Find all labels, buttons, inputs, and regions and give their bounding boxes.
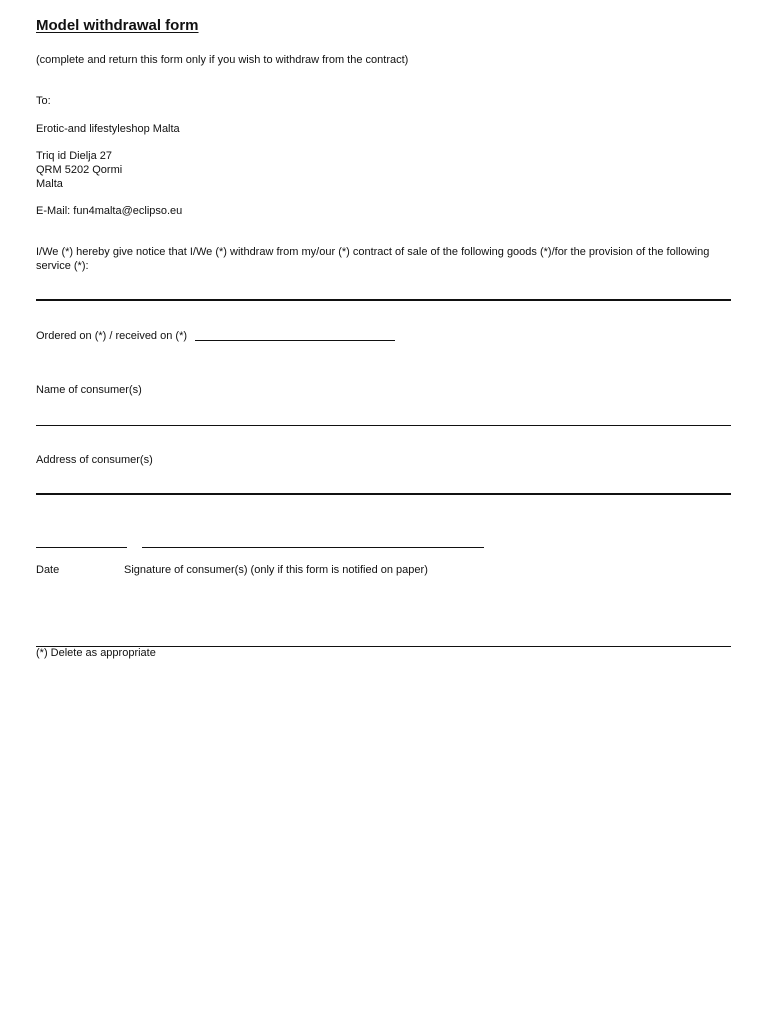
company-email: E-Mail: fun4malta@eclipso.eu [36,205,183,217]
date-entry-line[interactable] [36,547,127,548]
company-name: Erotic-and lifestyleshop Malta [36,123,180,135]
consumer-name-entry-line[interactable] [36,425,731,426]
footnote: (*) Delete as appropriate [36,647,156,659]
consumer-address-label: Address of consumer(s) [36,454,153,466]
form-subtitle: (complete and return this form only if you wish to withdraw from the contract) [36,54,409,66]
address-street: Triq id Dielja 27 [36,150,113,162]
to-label: To: [36,95,51,107]
date-label: Date [36,564,60,576]
signature-label: Signature of consumer(s) (only if this form is notified on paper) [124,564,428,576]
ordered-received-entry-line[interactable] [195,340,395,341]
signature-entry-line[interactable] [142,547,484,548]
address-postcode-city: QRM 5202 Qormi [36,164,123,176]
consumer-name-label: Name of consumer(s) [36,384,142,396]
goods-entry-line[interactable] [36,299,731,301]
address-country: Malta [36,178,63,190]
withdrawal-notice: I/We (*) hereby give notice that I/We (*) withdraw from my/our (*) contract of sale of the following goods (*)/for the provision of the following service (*): [36,246,710,272]
consumer-address-entry-line[interactable] [36,493,731,495]
company-address [36,149,122,191]
ordered-received-label: Ordered on (*) / received on (*) [36,330,188,342]
form-title: Model withdrawal form [36,17,199,34]
